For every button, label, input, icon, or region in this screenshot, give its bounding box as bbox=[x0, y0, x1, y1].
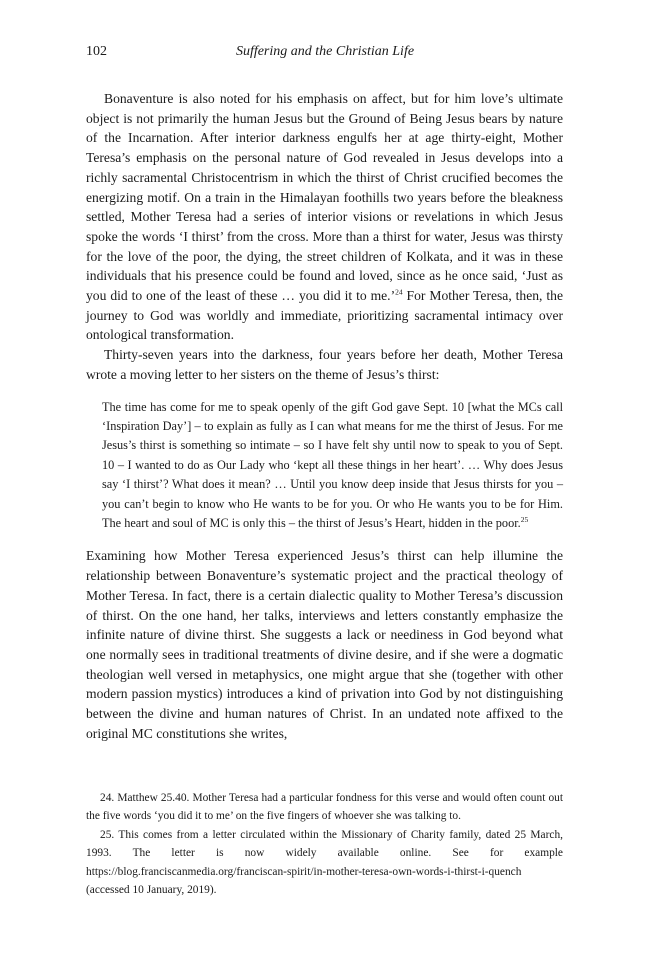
quote-text: The time has come for me to speak openly of the gift God gave Sept. 10 [what the MCs call ‘Inspiration Day’] – to explain as fully as I can what means for me the thirst of Jesus. For me Jesus’s thirst is something so intimate – so I have felt shy until now to speak to you of Sept. 10 – I wanted to do as Our Lady who ‘kept all these things in her heart’. … Why does Jesus say ‘I thirst’? What does it mean? … Until you know deep inside that Jesus thirsts for you – you can’t begin to know who He wants to be for you. Or who He wants you to be for Him. The heart and soul of MC is only this – the thirst of Jesus’s Heart, hidden in the poor. bbox=[102, 399, 563, 530]
paragraph-text: Bonaventure is also noted for his emphasis on affect, but for him love’s ultimate object is not primarily the human Jesus but the Ground of Being Jesus bears by nature of the Incarnation. After interior darkness engulfs her at age thirty-eight, Mother Teresa’s emphasis on the personal nature of God revealed in Jesus develops into a richly sacramental Christocentrism in which the thirst of Christ crucified becomes the energizing motif. On a train in the Himalayan foothills two years before the bleakness settled, Mother Teresa had a series of interior visions or revelations in which Jesus spoke the words ‘I thirst’ from the cross. More than a thirst for water, Jesus was thirsty for the love of the poor, the dying, the street children of Kolkata, and it was in these individuals that his presence could be found and loved, since as he once said, ‘Just as you did to one of the least of these … you did it to me.’ bbox=[86, 91, 563, 304]
footnote-25: 25. This comes from a letter circulated within the Missionary of Charity family, dated 25 March, 1993. The letter is now widely available online. See for example https://blog.franciscanmedia.org/franciscan-spirit/in-mother-teresa-own-words-i-thirst-i-quench (accessed 10 January, 2019). bbox=[86, 828, 563, 897]
footnote-ref-25[interactable]: 25 bbox=[520, 514, 529, 524]
footnotes bbox=[86, 789, 563, 899]
paragraph-letter-intro: Thirty-seven years into the darkness, four years before her death, Mother Teresa wrote a moving letter to her sisters on the theme of Jesus’s thirst: bbox=[86, 347, 563, 382]
block-quote bbox=[86, 398, 563, 534]
page-number: 102 bbox=[86, 44, 107, 59]
paragraph-bonaventure bbox=[86, 89, 563, 345]
paragraph-text-continued: For Mother Teresa, then, the journey to God was worldly and immediate, prioritizing sacramental intimacy over ontological transformation. bbox=[86, 288, 563, 343]
paragraph-examining: Examining how Mother Teresa experienced Jesus’s thirst can help illumine the relationship between Bonaventure’s systematic project and the practical theology of Mother Teresa. In fact, there is a certain dialectic quality to Mother Teresa’s discussion of thirst. On the one hand, her talks, interviews and letters constantly emphasize the infinite nature of divine thirst. She suggests a lack or neediness in God beyond what one normally sees in traditional treatments of divine desire, and if she were a dogmatic theologian well versed in metaphysics, one might argue that she (together with other modern passion mystics) introduces a kind of privation into God by not distinguishing between the divine and human natures of Christ. In an undated note affixed to the original MC constitutions she writes, bbox=[86, 548, 563, 741]
running-title: Suffering and the Christian Life bbox=[235, 44, 415, 59]
footnote-ref-24[interactable]: 24 bbox=[395, 287, 403, 297]
main-text bbox=[86, 89, 563, 743]
footnote-24: 24. Matthew 25.40. Mother Teresa had a particular fondness for this verse and would often count out the five words ‘you did it to me’ on the five fingers of whoever she was talking to. bbox=[86, 792, 563, 823]
